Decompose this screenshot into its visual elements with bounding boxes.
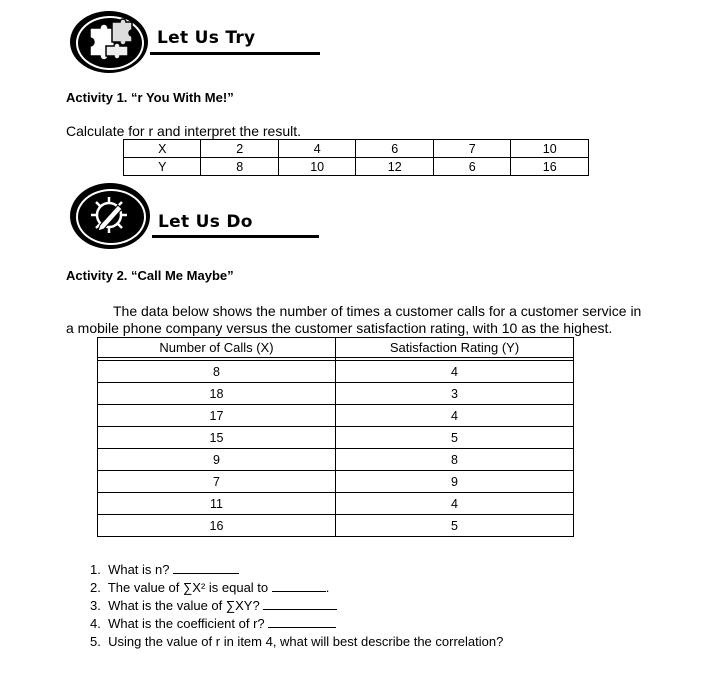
table-cell: 4	[336, 493, 574, 515]
table-row	[98, 405, 574, 427]
activity2-heading: Activity 2. “Call Me Maybe”	[66, 268, 234, 283]
table-cell: 10	[278, 158, 356, 176]
table-cell: 5	[336, 427, 574, 449]
table-row	[98, 493, 574, 515]
puzzle-icon	[84, 18, 134, 64]
table-cell: 4	[278, 140, 356, 158]
activity2-table	[97, 337, 574, 537]
gear-pencil-icon	[86, 193, 132, 237]
activity2-paragraph-line2: a mobile phone company versus the customer satisfaction rating, with 10 as the highest.	[66, 320, 613, 336]
section-title-let-us-do: Let Us Do	[158, 212, 253, 232]
section-underline	[150, 52, 320, 55]
table-row	[98, 383, 574, 405]
question-4: 4. What is the coefficient of r?	[90, 616, 336, 631]
table-cell: Y	[124, 158, 201, 176]
activity1-table	[123, 139, 589, 176]
table-cell: 2	[201, 140, 278, 158]
table-cell: 16	[511, 158, 589, 176]
table-cell: 6	[356, 140, 434, 158]
table-cell: 12	[356, 158, 434, 176]
table-cell: 9	[98, 449, 336, 471]
question-1: 1. What is n?	[90, 562, 239, 577]
answer-blank[interactable]	[272, 590, 326, 592]
answer-blank[interactable]	[268, 626, 336, 628]
table-cell: 16	[98, 515, 336, 537]
table-cell: 4	[336, 361, 574, 383]
table-cell: 4	[336, 405, 574, 427]
table-row	[98, 361, 574, 383]
table-cell: X	[124, 140, 201, 158]
table-cell: 3	[336, 383, 574, 405]
activity2-paragraph-line1: The data below shows the number of times a customer calls for a customer service in	[113, 303, 642, 319]
table-cell: 15	[98, 427, 336, 449]
answer-blank[interactable]	[173, 572, 239, 574]
question-2: 2. The value of ∑X² is equal to .	[90, 580, 330, 595]
table-cell: 10	[511, 140, 589, 158]
table-row	[124, 158, 589, 176]
activity1-heading: Activity 1. “r You With Me!”	[66, 90, 234, 105]
table-row	[98, 471, 574, 493]
table-row	[98, 427, 574, 449]
table-row	[98, 515, 574, 537]
table-cell: 5	[336, 515, 574, 537]
table-row	[124, 140, 589, 158]
table-cell: 9	[336, 471, 574, 493]
table-cell: 7	[433, 140, 510, 158]
table-cell: 8	[336, 449, 574, 471]
section-underline	[152, 235, 319, 238]
question-5: 5. Using the value of r in item 4, what will best describe the correlation?	[90, 634, 504, 649]
table-header-cell: Satisfaction Rating (Y)	[336, 338, 574, 358]
table-cell: 8	[201, 158, 278, 176]
table-header-row	[98, 338, 574, 358]
table-row	[98, 449, 574, 471]
table-header-cell: Number of Calls (X)	[98, 338, 336, 358]
table-cell: 8	[98, 361, 336, 383]
table-cell: 11	[98, 493, 336, 515]
activity1-instruction: Calculate for r and interpret the result.	[66, 123, 302, 139]
section-title-let-us-try: Let Us Try	[157, 28, 256, 48]
table-cell: 6	[433, 158, 510, 176]
question-3: 3. What is the value of ∑XY?	[90, 598, 337, 613]
table-cell: 18	[98, 383, 336, 405]
table-cell: 17	[98, 405, 336, 427]
table-cell: 7	[98, 471, 336, 493]
answer-blank[interactable]	[263, 608, 337, 610]
